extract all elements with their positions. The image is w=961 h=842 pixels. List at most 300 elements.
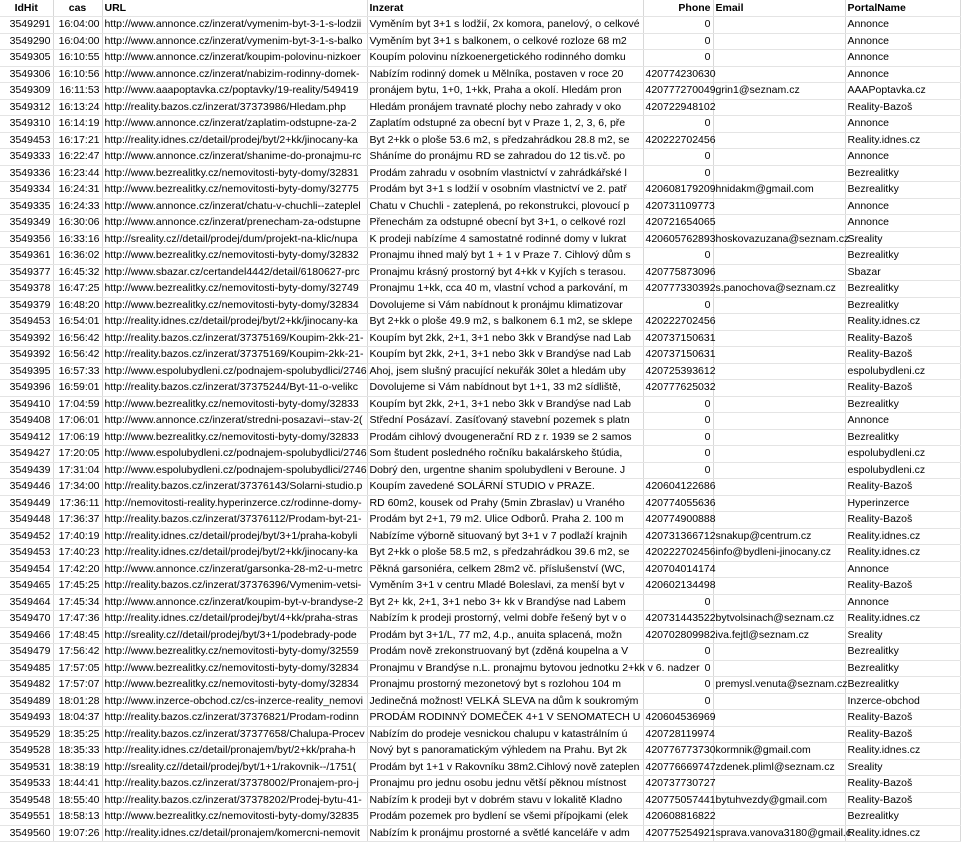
cell-cas[interactable]: 16:17:21 [53,132,102,149]
cell-url[interactable]: http://reality.bazos.cz/inzerat/37376143/Solarni-studio.p [102,479,367,496]
cell-email[interactable]: bytuhvezdy@gmail.com [713,792,845,809]
cell-portalname[interactable]: espolubydleni.cz [845,446,960,463]
cell-phone[interactable]: 420728119974 [643,726,713,743]
cell-phone[interactable]: 420776669747 [643,759,713,776]
cell-url[interactable]: http://www.inzerce-obchod.cz/cs-inzerce-reality_nemovi [102,693,367,710]
cell-inzerat[interactable]: pronájem bytu, 1+0, 1+kk, Praha a okolí. Hledám pron [367,83,643,100]
cell-portalname[interactable]: Annonce [845,33,960,50]
cell-url[interactable]: http://www.bezrealitky.cz/nemovitosti-byty-domy/32834 [102,677,367,694]
cell-url[interactable]: http://www.bezrealitky.cz/nemovitosti-byty-domy/32834 [102,660,367,677]
cell-url[interactable]: http://www.bezrealitky.cz/nemovitosti-byty-domy/32832 [102,248,367,265]
cell-url[interactable]: http://reality.bazos.cz/inzerat/37376396/Vymenim-vetsi- [102,578,367,595]
cell-idhit[interactable]: 3549309 [0,83,53,100]
cell-inzerat[interactable]: Som študent posledného ročníku bakalárskeho štúdia, [367,446,643,463]
cell-cas[interactable]: 16:04:00 [53,17,102,34]
cell-cas[interactable]: 16:59:01 [53,380,102,397]
cell-email[interactable]: hoskovazuzana@seznam.cz [713,231,845,248]
cell-idhit[interactable]: 3549305 [0,50,53,67]
cell-cas[interactable]: 18:35:33 [53,743,102,760]
cell-email[interactable] [713,116,845,133]
cell-portalname[interactable]: Annonce [845,50,960,67]
cell-portalname[interactable]: Reality.idnes.cz [845,528,960,545]
cell-portalname[interactable]: Inzerce-obchod [845,693,960,710]
cell-cas[interactable]: 17:45:34 [53,594,102,611]
cell-email[interactable]: s.panochova@seznam.cz [713,281,845,298]
cell-inzerat[interactable]: Prodám byt 2+1, 79 m2. Ulice Odborů. Praha 2. 100 m [367,512,643,529]
cell-url[interactable]: http://www.bezrealitky.cz/nemovitosti-byty-domy/32559 [102,644,367,661]
cell-portalname[interactable]: Sreality [845,231,960,248]
cell-cas[interactable]: 17:45:25 [53,578,102,595]
cell-portalname[interactable]: Reality-Bazoš [845,710,960,727]
cell-idhit[interactable]: 3549465 [0,578,53,595]
cell-cas[interactable]: 18:01:28 [53,693,102,710]
cell-url[interactable]: http://reality.idnes.cz/detail/prodej/byt/4+kk/praha-stras [102,611,367,628]
cell-portalname[interactable]: Bezrealitky [845,429,960,446]
cell-idhit[interactable]: 3549448 [0,512,53,529]
cell-cas[interactable]: 16:04:00 [53,33,102,50]
cell-idhit[interactable]: 3549335 [0,198,53,215]
cell-url[interactable]: http://www.annonce.cz/inzerat/nabizim-rodinny-domek- [102,66,367,83]
cell-url[interactable]: http://www.annonce.cz/inzerat/prenecham-za-odstupne [102,215,367,232]
cell-phone[interactable]: 0 [643,17,713,34]
cell-email[interactable] [713,710,845,727]
cell-inzerat[interactable]: Nový byt s panoramatickým výhledem na Prahu. Byt 2k [367,743,643,760]
cell-url[interactable]: http://nemovitosti-reality.hyperinzerce.cz/rodinne-domy- [102,495,367,512]
cell-portalname[interactable]: AAAPoptavka.cz [845,83,960,100]
cell-email[interactable] [713,495,845,512]
cell-cas[interactable]: 16:36:02 [53,248,102,265]
cell-portalname[interactable]: Annonce [845,413,960,430]
cell-inzerat[interactable]: PRODÁM RODINNÝ DOMEČEK 4+1 V SENOMATECH U [367,710,643,727]
cell-inzerat[interactable]: Pronajmu 1+kk, cca 40 m, vlastní vchod a parkování, m [367,281,643,298]
cell-url[interactable]: http://www.bezrealitky.cz/nemovitosti-byty-domy/32833 [102,396,367,413]
cell-email[interactable] [713,198,845,215]
cell-idhit[interactable]: 3549333 [0,149,53,166]
cell-inzerat[interactable]: Dovolujeme si Vám nabídnout k pronájmu klimatizovar [367,297,643,314]
cell-idhit[interactable]: 3549310 [0,116,53,133]
cell-email[interactable] [713,347,845,364]
cell-email[interactable] [713,446,845,463]
cell-inzerat[interactable]: Chatu v Chuchli - zateplená, po rekonstrukci, plovoucí p [367,198,643,215]
cell-portalname[interactable]: Bezrealitky [845,677,960,694]
cell-email[interactable] [713,776,845,793]
cell-cas[interactable]: 16:11:53 [53,83,102,100]
cell-phone[interactable]: 0 [643,446,713,463]
cell-email[interactable] [713,314,845,331]
cell-phone[interactable]: 420222702456 [643,545,713,562]
cell-idhit[interactable]: 3549528 [0,743,53,760]
cell-phone[interactable]: 0 [643,50,713,67]
cell-phone[interactable]: 420604122686 [643,479,713,496]
cell-url[interactable]: http://sreality.cz//detail/prodej/byt/1+1/rakovnik--/1751( [102,759,367,776]
cell-cas[interactable]: 16:57:33 [53,363,102,380]
header-inzerat[interactable]: Inzerat [367,0,643,17]
cell-portalname[interactable]: Reality.idnes.cz [845,825,960,842]
cell-portalname[interactable]: Annonce [845,66,960,83]
cell-idhit[interactable]: 3549349 [0,215,53,232]
cell-inzerat[interactable]: RD 60m2, kousek od Prahy (5min Zbraslav) u Vraného [367,495,643,512]
cell-portalname[interactable]: Reality-Bazoš [845,99,960,116]
cell-phone[interactable]: 420222702456 [643,314,713,331]
cell-portalname[interactable]: Bezrealitky [845,182,960,199]
cell-idhit[interactable]: 3549336 [0,165,53,182]
cell-cas[interactable]: 19:07:26 [53,825,102,842]
cell-inzerat[interactable]: Dobrý den, urgentne shanim spolubydleni v Beroune. J [367,462,643,479]
cell-phone[interactable]: 0 [643,677,713,694]
cell-cas[interactable]: 16:54:01 [53,314,102,331]
cell-inzerat[interactable]: Nabízím k pronájmu prostorné a světlé kanceláře v adm [367,825,643,842]
cell-inzerat[interactable]: Zaplatím odstupné za obecní byt v Praze 1, 2, 3, 6, pře [367,116,643,133]
cell-phone[interactable]: 0 [643,116,713,133]
cell-idhit[interactable]: 3549392 [0,347,53,364]
cell-phone[interactable]: 420605762893 [643,231,713,248]
cell-portalname[interactable]: Sbazar [845,264,960,281]
cell-cas[interactable]: 16:47:25 [53,281,102,298]
cell-phone[interactable]: 420602134498 [643,578,713,595]
cell-cas[interactable]: 17:47:36 [53,611,102,628]
cell-url[interactable]: http://www.annonce.cz/inzerat/garsonka-28-m2-u-metrc [102,561,367,578]
cell-phone[interactable]: 420775873096 [643,264,713,281]
cell-portalname[interactable]: Reality.idnes.cz [845,743,960,760]
cell-idhit[interactable]: 3549453 [0,314,53,331]
cell-email[interactable] [713,726,845,743]
cell-phone[interactable]: 420777330392 [643,281,713,298]
cell-phone[interactable]: 420774900888 [643,512,713,529]
cell-cas[interactable]: 17:34:00 [53,479,102,496]
cell-portalname[interactable]: Bezrealitky [845,396,960,413]
cell-cas[interactable]: 17:42:20 [53,561,102,578]
cell-portalname[interactable]: Sreality [845,759,960,776]
cell-email[interactable]: info@bydleni-jinocany.cz [713,545,845,562]
cell-email[interactable] [713,330,845,347]
cell-portalname[interactable]: Annonce [845,116,960,133]
cell-cas[interactable]: 17:40:19 [53,528,102,545]
cell-portalname[interactable]: Bezrealitky [845,281,960,298]
cell-portalname[interactable]: Annonce [845,198,960,215]
cell-phone[interactable]: 420777625032 [643,380,713,397]
cell-portalname[interactable]: Reality-Bazoš [845,776,960,793]
cell-phone[interactable]: 420775057441 [643,792,713,809]
cell-idhit[interactable]: 3549361 [0,248,53,265]
cell-email[interactable] [713,462,845,479]
cell-portalname[interactable]: Reality-Bazoš [845,380,960,397]
cell-portalname[interactable]: Reality-Bazoš [845,578,960,595]
cell-cas[interactable]: 17:56:42 [53,644,102,661]
cell-url[interactable]: http://reality.idnes.cz/detail/prodej/byt/2+kk/jinocany-ka [102,132,367,149]
header-portalname[interactable]: PortalName [845,0,960,17]
cell-cas[interactable]: 16:24:31 [53,182,102,199]
cell-inzerat[interactable]: Pronajmu ihned malý byt 1 + 1 v Praze 7. Cihlový dům s [367,248,643,265]
cell-url[interactable]: http://www.bezrealitky.cz/nemovitosti-byty-domy/32834 [102,297,367,314]
cell-phone[interactable]: 420604536969 [643,710,713,727]
cell-portalname[interactable]: Reality.idnes.cz [845,132,960,149]
cell-portalname[interactable]: Annonce [845,17,960,34]
cell-idhit[interactable]: 3549377 [0,264,53,281]
cell-portalname[interactable]: espolubydleni.cz [845,462,960,479]
cell-phone[interactable]: 420737150631 [643,330,713,347]
cell-cas[interactable]: 17:57:07 [53,677,102,694]
cell-email[interactable] [713,363,845,380]
cell-inzerat[interactable]: Ahoj, jsem slušný pracující nekuřák 30let a hledám uby [367,363,643,380]
cell-idhit[interactable]: 3549533 [0,776,53,793]
cell-inzerat[interactable]: Koupím byt 2kk, 2+1, 3+1 nebo 3kk v Brandýse nad Lab [367,347,643,364]
header-cas[interactable]: cas [53,0,102,17]
cell-idhit[interactable]: 3549446 [0,479,53,496]
cell-cas[interactable]: 17:06:19 [53,429,102,446]
cell-inzerat[interactable]: Prodám byt 3+1/L, 77 m2, 4.p., anuita splacená, možn [367,627,643,644]
cell-email[interactable] [713,17,845,34]
cell-phone[interactable]: 420608179209 [643,182,713,199]
cell-url[interactable]: http://www.bezrealitky.cz/nemovitosti-byty-domy/32749 [102,281,367,298]
cell-cas[interactable]: 16:13:24 [53,99,102,116]
cell-phone[interactable]: 420737150631 [643,347,713,364]
cell-portalname[interactable]: Reality-Bazoš [845,347,960,364]
cell-cas[interactable]: 16:56:42 [53,330,102,347]
cell-inzerat[interactable]: Koupím polovinu nízkoenergetického rodinného domku [367,50,643,67]
cell-cas[interactable]: 17:20:05 [53,446,102,463]
cell-phone[interactable]: 420722948102 [643,99,713,116]
cell-idhit[interactable]: 3549449 [0,495,53,512]
cell-url[interactable]: http://www.bezrealitky.cz/nemovitosti-byty-domy/32835 [102,809,367,826]
cell-cas[interactable]: 17:36:11 [53,495,102,512]
cell-inzerat[interactable]: Prodám cihlový dvougenerační RD z r. 1939 se 2 samos [367,429,643,446]
cell-phone[interactable]: 420731443522 [643,611,713,628]
cell-url[interactable]: http://www.espolubydleni.cz/podnajem-spolubydlici/2746 [102,462,367,479]
cell-phone[interactable]: 0 [643,660,713,677]
cell-url[interactable]: http://www.annonce.cz/inzerat/koupim-polovinu-nizkoer [102,50,367,67]
cell-cas[interactable]: 17:06:01 [53,413,102,430]
cell-idhit[interactable]: 3549453 [0,132,53,149]
cell-idhit[interactable]: 3549489 [0,693,53,710]
cell-email[interactable] [713,380,845,397]
cell-inzerat[interactable]: Prodám byt 3+1 s lodžií v osobním vlastnictví ve 2. patř [367,182,643,199]
cell-email[interactable] [713,644,845,661]
cell-inzerat[interactable]: Nabízím k prodeji prostorný, velmi dobře řešený byt v o [367,611,643,628]
cell-cas[interactable]: 16:22:47 [53,149,102,166]
cell-cas[interactable]: 16:45:32 [53,264,102,281]
cell-cas[interactable]: 16:23:44 [53,165,102,182]
cell-cas[interactable]: 17:04:59 [53,396,102,413]
cell-inzerat[interactable]: Nabízím rodinný domek u Mělníka, postaven v roce 20 [367,66,643,83]
cell-portalname[interactable]: Bezrealitky [845,248,960,265]
cell-portalname[interactable]: Reality-Bazoš [845,512,960,529]
cell-phone[interactable]: 420731109773 [643,198,713,215]
cell-url[interactable]: http://www.annonce.cz/inzerat/zaplatim-odstupne-za-2 [102,116,367,133]
cell-idhit[interactable]: 3549379 [0,297,53,314]
cell-inzerat[interactable]: Nabízím do prodeje vesnickou chalupu v katastrálním ú [367,726,643,743]
cell-cas[interactable]: 16:10:56 [53,66,102,83]
cell-inzerat[interactable]: Vyměním 3+1 v centru Mladé Boleslavi, za menší byt v [367,578,643,595]
cell-inzerat[interactable]: Prodám nově zrekonstruovaný byt (zděná koupelna a V [367,644,643,661]
cell-cas[interactable]: 18:35:25 [53,726,102,743]
cell-idhit[interactable]: 3549408 [0,413,53,430]
cell-portalname[interactable]: Annonce [845,561,960,578]
cell-cas[interactable]: 17:40:23 [53,545,102,562]
cell-email[interactable] [713,660,845,677]
cell-idhit[interactable]: 3549306 [0,66,53,83]
cell-phone[interactable]: 420777270049 [643,83,713,100]
cell-portalname[interactable]: Bezrealitky [845,644,960,661]
cell-cas[interactable]: 16:24:33 [53,198,102,215]
cell-email[interactable]: hnidakm@gmail.com [713,182,845,199]
cell-cas[interactable]: 16:14:19 [53,116,102,133]
cell-phone[interactable]: 420721654065 [643,215,713,232]
cell-inzerat[interactable]: Nabízíme výborně situovaný byt 3+1 v 7 podlaží krajnih [367,528,643,545]
cell-portalname[interactable]: Annonce [845,149,960,166]
cell-url[interactable]: http://reality.idnes.cz/detail/prodej/byt/2+kk/jinocany-ka [102,545,367,562]
cell-phone[interactable]: 0 [643,693,713,710]
cell-cas[interactable]: 18:04:37 [53,710,102,727]
cell-url[interactable]: http://reality.idnes.cz/detail/prodej/byt/3+1/praha-kobyli [102,528,367,545]
cell-idhit[interactable]: 3549464 [0,594,53,611]
cell-url[interactable]: http://www.sbazar.cz/certandel4442/detail/6180627-prc [102,264,367,281]
cell-cas[interactable]: 17:36:37 [53,512,102,529]
cell-url[interactable]: http://reality.idnes.cz/detail/prodej/byt/2+kk/jinocany-ka [102,314,367,331]
cell-url[interactable]: http://reality.idnes.cz/detail/pronajem/komercni-nemovit [102,825,367,842]
cell-idhit[interactable]: 3549453 [0,545,53,562]
cell-idhit[interactable]: 3549378 [0,281,53,298]
cell-inzerat[interactable]: Pronajmu krásný prostorný byt 4+kk v Kyjích s terasou. [367,264,643,281]
cell-email[interactable] [713,693,845,710]
cell-inzerat[interactable]: Nabízím k prodeji byt v dobrém stavu v lokalitě Kladno [367,792,643,809]
cell-inzerat[interactable]: Prodám zahradu v osobním vlastnictví v zahrádkářské l [367,165,643,182]
cell-phone[interactable]: 0 [643,396,713,413]
cell-portalname[interactable]: Bezrealitky [845,165,960,182]
cell-email[interactable] [713,66,845,83]
cell-inzerat[interactable]: Dovolujeme si Vám nabídnout byt 1+1, 33 m2 sídliště, [367,380,643,397]
cell-email[interactable]: sprava.vanova3180@gmail.c [713,825,845,842]
cell-inzerat[interactable]: Koupím zavedené SOLÁRNÍ STUDIO v PRAZE. [367,479,643,496]
cell-url[interactable]: http://www.bezrealitky.cz/nemovitosti-byty-domy/32833 [102,429,367,446]
cell-cas[interactable]: 16:30:06 [53,215,102,232]
cell-portalname[interactable]: Reality-Bazoš [845,479,960,496]
cell-cas[interactable]: 16:48:20 [53,297,102,314]
cell-inzerat[interactable]: Byt 2+kk o ploše 49.9 m2, s balkonem 6.1 m2, se sklepe [367,314,643,331]
cell-inzerat[interactable]: K prodeji nabízíme 4 samostatné rodinné domy v lukrat [367,231,643,248]
cell-email[interactable]: kormnik@gmail.com [713,743,845,760]
cell-cas[interactable]: 18:38:19 [53,759,102,776]
cell-inzerat[interactable]: Jedinečná možnost! VELKÁ SLEVA na dům k soukromým [367,693,643,710]
cell-idhit[interactable]: 3549410 [0,396,53,413]
cell-cas[interactable]: 17:48:45 [53,627,102,644]
cell-inzerat[interactable]: Prodám byt 1+1 v Rakovníku 38m2.Cihlový nově zateplen [367,759,643,776]
cell-url[interactable]: http://reality.bazos.cz/inzerat/37376821/Prodam-rodinn [102,710,367,727]
cell-inzerat[interactable]: Pronajmu v Brandýse n.L. pronajmu bytovou jednotku 2+kk v 6. nadzer [367,660,643,677]
cell-url[interactable]: http://reality.bazos.cz/inzerat/37378202/Prodej-bytu-41- [102,792,367,809]
cell-portalname[interactable]: Bezrealitky [845,809,960,826]
cell-email[interactable] [713,99,845,116]
cell-cas[interactable]: 16:10:55 [53,50,102,67]
header-idhit[interactable]: IdHit [0,0,53,17]
cell-email[interactable] [713,50,845,67]
cell-idhit[interactable]: 3549290 [0,33,53,50]
cell-url[interactable]: http://www.annonce.cz/inzerat/shanime-do-pronajmu-rc [102,149,367,166]
cell-inzerat[interactable]: Vyměním byt 3+1 s balkonem, o celkové rozloze 68 m2 [367,33,643,50]
cell-email[interactable] [713,264,845,281]
cell-idhit[interactable]: 3549439 [0,462,53,479]
cell-portalname[interactable]: Reality.idnes.cz [845,545,960,562]
cell-idhit[interactable]: 3549466 [0,627,53,644]
cell-inzerat[interactable]: Prodám pozemek pro bydlení se všemi přípojkami (elek [367,809,643,826]
cell-inzerat[interactable]: Sháníme do pronájmu RD se zahradou do 12 tis.vč. po [367,149,643,166]
cell-idhit[interactable]: 3549485 [0,660,53,677]
cell-portalname[interactable]: Bezrealitky [845,297,960,314]
cell-email[interactable] [713,479,845,496]
cell-email[interactable] [713,413,845,430]
cell-inzerat[interactable]: Koupím byt 2kk, 2+1, 3+1 nebo 3kk v Brandýse nad Lab [367,396,643,413]
cell-inzerat[interactable]: Pronajmu pro jednu osobu jednu větší pěknou místnost [367,776,643,793]
cell-email[interactable]: iva.fejtl@seznam.cz [713,627,845,644]
cell-url[interactable]: http://www.annonce.cz/inzerat/vymenim-byt-3-1-s-balko [102,33,367,50]
cell-cas[interactable]: 17:57:05 [53,660,102,677]
cell-idhit[interactable]: 3549454 [0,561,53,578]
cell-url[interactable]: http://reality.bazos.cz/inzerat/37378002/Pronajem-pro-j [102,776,367,793]
cell-portalname[interactable]: Reality.idnes.cz [845,611,960,628]
cell-portalname[interactable]: Bezrealitky [845,660,960,677]
cell-inzerat[interactable]: Byt 2+kk o ploše 58.5 m2, s předzahrádkou 39.6 m2, se [367,545,643,562]
cell-phone[interactable]: 0 [643,594,713,611]
cell-email[interactable] [713,512,845,529]
cell-phone[interactable]: 420725393612 [643,363,713,380]
header-phone[interactable]: Phone [643,0,713,17]
cell-email[interactable]: grin1@seznam.cz [713,83,845,100]
cell-phone[interactable]: 420776773730 [643,743,713,760]
cell-portalname[interactable]: Reality-Bazoš [845,792,960,809]
cell-phone[interactable]: 420702809982 [643,627,713,644]
cell-inzerat[interactable]: Vyměním byt 3+1 s lodžií, 2x komora, panelový, o celkové [367,17,643,34]
cell-url[interactable]: http://reality.idnes.cz/detail/pronajem/byt/2+kk/praha-h [102,743,367,760]
cell-idhit[interactable]: 3549334 [0,182,53,199]
header-email[interactable]: Email [713,0,845,17]
cell-idhit[interactable]: 3549396 [0,380,53,397]
cell-inzerat[interactable]: Střední Posázaví. Zasíťovaný stavební pozemek s platn [367,413,643,430]
cell-phone[interactable]: 0 [643,462,713,479]
header-url[interactable]: URL [102,0,367,17]
cell-phone[interactable]: 0 [643,413,713,430]
cell-inzerat[interactable]: Byt 2+kk o ploše 53.6 m2, s předzahrádkou 28.8 m2, se [367,132,643,149]
cell-portalname[interactable]: Reality-Bazoš [845,726,960,743]
cell-email[interactable] [713,578,845,595]
cell-cas[interactable]: 16:56:42 [53,347,102,364]
cell-url[interactable]: http://reality.bazos.cz/inzerat/37375169/Koupim-2kk-21- [102,347,367,364]
cell-inzerat[interactable]: Hledám pronájem travnaté plochy nebo zahrady v oko [367,99,643,116]
cell-portalname[interactable]: Reality-Bazoš [845,330,960,347]
cell-idhit[interactable]: 3549479 [0,644,53,661]
cell-email[interactable]: premysl.venuta@seznam.cz [713,677,845,694]
cell-url[interactable]: http://www.annonce.cz/inzerat/koupim-byt-v-brandyse-2 [102,594,367,611]
cell-phone[interactable]: 0 [643,429,713,446]
cell-url[interactable]: http://sreality.cz//detail/prodej/dum/projekt-na-klic/nupa [102,231,367,248]
cell-url[interactable]: http://reality.bazos.cz/inzerat/37375169/Koupim-2kk-21- [102,330,367,347]
cell-cas[interactable]: 16:33:16 [53,231,102,248]
cell-idhit[interactable]: 3549548 [0,792,53,809]
cell-idhit[interactable]: 3549531 [0,759,53,776]
cell-portalname[interactable]: Sreality [845,627,960,644]
cell-phone[interactable]: 420731366712 [643,528,713,545]
cell-email[interactable] [713,429,845,446]
cell-phone[interactable]: 420774055636 [643,495,713,512]
cell-phone[interactable]: 0 [643,644,713,661]
cell-email[interactable] [713,132,845,149]
cell-inzerat[interactable]: Byt 2+ kk, 2+1, 3+1 nebo 3+ kk v Brandýse nad Labem [367,594,643,611]
cell-phone[interactable]: 0 [643,248,713,265]
cell-url[interactable]: http://sreality.cz//detail/prodej/byt/3+1/podebrady-pode [102,627,367,644]
cell-email[interactable] [713,396,845,413]
cell-portalname[interactable]: Reality.idnes.cz [845,314,960,331]
cell-cas[interactable]: 18:55:40 [53,792,102,809]
cell-portalname[interactable]: Hyperinzerce [845,495,960,512]
cell-inzerat[interactable]: Přenechám za odstupné obecní byt 3+1, o celkové rozl [367,215,643,232]
